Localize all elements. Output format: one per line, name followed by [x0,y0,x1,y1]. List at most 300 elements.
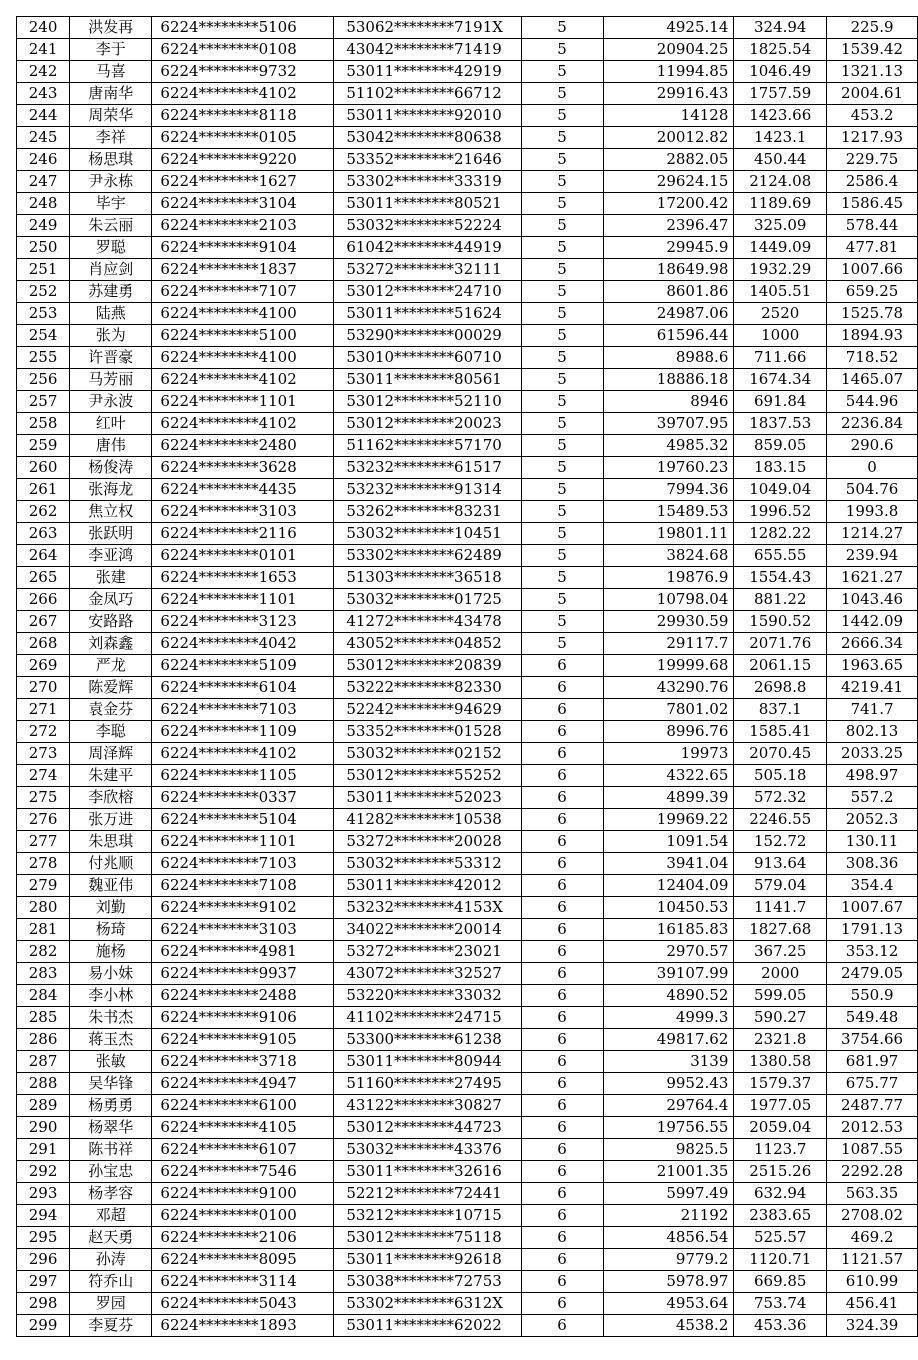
cell-bank-card: 6224********7107 [152,281,334,303]
cell-name: 李欣榕 [70,787,152,809]
cell-row-number: 269 [17,655,70,677]
table-row [17,985,918,1007]
cell-amount: 7994.36 [603,479,734,501]
cell-id-number: 53272********23021 [334,941,521,963]
cell-tax: 659.25 [827,281,918,303]
cell-tax: 2004.61 [827,83,918,105]
cell-group: 6 [521,1161,603,1183]
table-row [17,1315,918,1337]
cell-name: 尹永波 [70,391,152,413]
cell-name: 罗园 [70,1293,152,1315]
cell-id-number: 53262********83231 [334,501,521,523]
cell-id-number: 43042********71419 [334,39,521,61]
cell-row-number: 282 [17,941,70,963]
cell-name: 马喜 [70,61,152,83]
cell-subsidy: 2061.15 [734,655,827,677]
cell-name: 刘森鑫 [70,633,152,655]
cell-row-number: 263 [17,523,70,545]
table-row [17,765,918,787]
cell-amount: 17200.42 [603,193,734,215]
table-row [17,347,918,369]
cell-name: 朱建平 [70,765,152,787]
cell-bank-card: 6224********4102 [152,369,334,391]
cell-tax: 2479.05 [827,963,918,985]
cell-subsidy: 1189.69 [734,193,827,215]
cell-id-number: 53011********32616 [334,1161,521,1183]
cell-name: 张万进 [70,809,152,831]
cell-row-number: 279 [17,875,70,897]
cell-subsidy: 1825.54 [734,39,827,61]
cell-id-number: 43122********30827 [334,1095,521,1117]
cell-id-number: 53011********92010 [334,105,521,127]
table-row [17,435,918,457]
cell-id-number: 53012********52110 [334,391,521,413]
table-row [17,677,918,699]
cell-subsidy: 1996.52 [734,501,827,523]
cell-amount: 2882.05 [603,149,734,171]
cell-tax: 3754.66 [827,1029,918,1051]
cell-row-number: 257 [17,391,70,413]
cell-id-number: 53232********91314 [334,479,521,501]
cell-subsidy: 632.94 [734,1183,827,1205]
cell-name: 陈书祥 [70,1139,152,1161]
table-row [17,589,918,611]
cell-group: 6 [521,1183,603,1205]
cell-tax: 2586.4 [827,171,918,193]
cell-subsidy: 1674.34 [734,369,827,391]
cell-subsidy: 2000 [734,963,827,985]
cell-tax: 2666.34 [827,633,918,655]
cell-row-number: 278 [17,853,70,875]
table-row [17,1161,918,1183]
cell-amount: 3139 [603,1051,734,1073]
table-row [17,1073,918,1095]
cell-id-number: 53012********75118 [334,1227,521,1249]
cell-subsidy: 1423.1 [734,127,827,149]
cell-subsidy: 1977.05 [734,1095,827,1117]
cell-subsidy: 711.66 [734,347,827,369]
cell-group: 6 [521,1271,603,1293]
cell-tax: 550.9 [827,985,918,1007]
cell-name: 杨勇勇 [70,1095,152,1117]
cell-id-number: 51303********36518 [334,567,521,589]
cell-amount: 5997.49 [603,1183,734,1205]
cell-bank-card: 6224********6100 [152,1095,334,1117]
cell-subsidy: 579.04 [734,875,827,897]
cell-group: 6 [521,831,603,853]
cell-name: 洪发再 [70,17,152,39]
cell-subsidy: 1380.58 [734,1051,827,1073]
cell-id-number: 53290********00029 [334,325,521,347]
cell-subsidy: 590.27 [734,1007,827,1029]
cell-subsidy: 2124.08 [734,171,827,193]
cell-bank-card: 6224********9106 [152,1007,334,1029]
cell-name: 孙宝忠 [70,1161,152,1183]
cell-amount: 39707.95 [603,413,734,435]
cell-name: 张为 [70,325,152,347]
cell-tax: 225.9 [827,17,918,39]
cell-id-number: 53011********92618 [334,1249,521,1271]
cell-subsidy: 859.05 [734,435,827,457]
cell-bank-card: 6224********9220 [152,149,334,171]
cell-tax: 578.44 [827,215,918,237]
cell-tax: 456.41 [827,1293,918,1315]
cell-row-number: 284 [17,985,70,1007]
cell-name: 红叶 [70,413,152,435]
cell-bank-card: 6224********0108 [152,39,334,61]
cell-name: 朱书杰 [70,1007,152,1029]
cell-row-number: 299 [17,1315,70,1337]
cell-row-number: 281 [17,919,70,941]
cell-amount: 3824.68 [603,545,734,567]
cell-group: 6 [521,853,603,875]
cell-row-number: 244 [17,105,70,127]
cell-name: 袁金芬 [70,699,152,721]
cell-name: 杨翠华 [70,1117,152,1139]
cell-id-number: 53300********61238 [334,1029,521,1051]
cell-bank-card: 6224********6104 [152,677,334,699]
cell-row-number: 253 [17,303,70,325]
cell-subsidy: 599.05 [734,985,827,1007]
cell-row-number: 243 [17,83,70,105]
table-row [17,479,918,501]
table-row [17,633,918,655]
cell-id-number: 53012********55252 [334,765,521,787]
cell-id-number: 53010********60710 [334,347,521,369]
table-row [17,721,918,743]
cell-amount: 2396.47 [603,215,734,237]
cell-amount: 4890.52 [603,985,734,1007]
cell-group: 5 [521,61,603,83]
cell-group: 6 [521,1205,603,1227]
cell-amount: 8601.86 [603,281,734,303]
cell-row-number: 297 [17,1271,70,1293]
table-row [17,655,918,677]
cell-subsidy: 1049.04 [734,479,827,501]
cell-name: 安路路 [70,611,152,633]
table-row [17,237,918,259]
table-row [17,1227,918,1249]
cell-subsidy: 2071.76 [734,633,827,655]
cell-amount: 19969.22 [603,809,734,831]
cell-group: 5 [521,171,603,193]
table-row [17,413,918,435]
cell-tax: 2292.28 [827,1161,918,1183]
cell-group: 6 [521,743,603,765]
cell-subsidy: 325.09 [734,215,827,237]
cell-bank-card: 6224********5043 [152,1293,334,1315]
cell-row-number: 295 [17,1227,70,1249]
table-row [17,281,918,303]
cell-subsidy: 1423.66 [734,105,827,127]
cell-bank-card: 6224********5106 [152,17,334,39]
cell-name: 马芳丽 [70,369,152,391]
cell-amount: 9779.2 [603,1249,734,1271]
cell-tax: 1217.93 [827,127,918,149]
cell-row-number: 294 [17,1205,70,1227]
cell-group: 5 [521,479,603,501]
table-row [17,809,918,831]
cell-group: 5 [521,523,603,545]
cell-subsidy: 152.72 [734,831,827,853]
cell-id-number: 53032********02152 [334,743,521,765]
cell-amount: 12404.09 [603,875,734,897]
cell-subsidy: 691.84 [734,391,827,413]
cell-bank-card: 6224********1105 [152,765,334,787]
cell-id-number: 53232********4153X [334,897,521,919]
cell-name: 许晋豪 [70,347,152,369]
cell-name: 金凤巧 [70,589,152,611]
cell-id-number: 53302********33319 [334,171,521,193]
cell-group: 5 [521,17,603,39]
cell-bank-card: 6224********1653 [152,567,334,589]
cell-bank-card: 6224********3103 [152,501,334,523]
cell-row-number: 298 [17,1293,70,1315]
cell-row-number: 250 [17,237,70,259]
cell-group: 6 [521,897,603,919]
cell-tax: 130.11 [827,831,918,853]
cell-id-number: 53352********01528 [334,721,521,743]
cell-name: 刘勤 [70,897,152,919]
cell-name: 朱思琪 [70,831,152,853]
cell-id-number: 43052********04852 [334,633,521,655]
table-row [17,17,918,39]
cell-name: 陈爱辉 [70,677,152,699]
cell-amount: 29930.59 [603,611,734,633]
cell-group: 6 [521,787,603,809]
cell-row-number: 267 [17,611,70,633]
cell-tax: 610.99 [827,1271,918,1293]
cell-subsidy: 1046.49 [734,61,827,83]
cell-bank-card: 6224********5100 [152,325,334,347]
table-row [17,1029,918,1051]
cell-id-number: 53302********6312X [334,1293,521,1315]
cell-subsidy: 2383.65 [734,1205,827,1227]
cell-amount: 11994.85 [603,61,734,83]
cell-subsidy: 1123.7 [734,1139,827,1161]
cell-id-number: 53012********20839 [334,655,521,677]
cell-subsidy: 1585.41 [734,721,827,743]
cell-tax: 1539.42 [827,39,918,61]
table-row [17,391,918,413]
cell-tax: 469.2 [827,1227,918,1249]
cell-bank-card: 6224********1101 [152,589,334,611]
cell-group: 6 [521,699,603,721]
cell-row-number: 259 [17,435,70,457]
cell-amount: 19756.55 [603,1117,734,1139]
cell-id-number: 52212********72441 [334,1183,521,1205]
cell-group: 5 [521,105,603,127]
cell-group: 5 [521,501,603,523]
cell-subsidy: 1000 [734,325,827,347]
table-row [17,1183,918,1205]
cell-row-number: 275 [17,787,70,809]
cell-group: 6 [521,1117,603,1139]
cell-bank-card: 6224********0337 [152,787,334,809]
cell-subsidy: 753.74 [734,1293,827,1315]
cell-tax: 2012.53 [827,1117,918,1139]
cell-name: 唐伟 [70,435,152,457]
cell-amount: 5978.97 [603,1271,734,1293]
cell-group: 5 [521,413,603,435]
cell-tax: 354.4 [827,875,918,897]
cell-amount: 49817.62 [603,1029,734,1051]
cell-group: 5 [521,545,603,567]
cell-group: 6 [521,1095,603,1117]
cell-amount: 21001.35 [603,1161,734,1183]
table-row [17,743,918,765]
cell-group: 5 [521,391,603,413]
cell-row-number: 262 [17,501,70,523]
cell-bank-card: 6224********3104 [152,193,334,215]
table-row [17,105,918,127]
cell-id-number: 41272********43478 [334,611,521,633]
cell-amount: 19801.11 [603,523,734,545]
cell-group: 5 [521,259,603,281]
cell-row-number: 286 [17,1029,70,1051]
cell-amount: 19760.23 [603,457,734,479]
cell-subsidy: 913.64 [734,853,827,875]
cell-name: 杨琦 [70,919,152,941]
cell-tax: 2236.84 [827,413,918,435]
cell-group: 5 [521,633,603,655]
cell-name: 李祥 [70,127,152,149]
cell-subsidy: 1932.29 [734,259,827,281]
cell-id-number: 53012********24710 [334,281,521,303]
cell-tax: 802.13 [827,721,918,743]
cell-amount: 4538.2 [603,1315,734,1337]
cell-subsidy: 655.55 [734,545,827,567]
cell-subsidy: 1141.7 [734,897,827,919]
cell-id-number: 53038********72753 [334,1271,521,1293]
cell-name: 周泽辉 [70,743,152,765]
cell-name: 杨思琪 [70,149,152,171]
cell-bank-card: 6224********3123 [152,611,334,633]
table-row [17,501,918,523]
cell-id-number: 53032********53312 [334,853,521,875]
cell-group: 5 [521,369,603,391]
cell-name: 邓超 [70,1205,152,1227]
table-row [17,1205,918,1227]
cell-id-number: 43072********32527 [334,963,521,985]
cell-group: 6 [521,941,603,963]
cell-bank-card: 6224********1627 [152,171,334,193]
table-row [17,127,918,149]
cell-tax: 229.75 [827,149,918,171]
cell-group: 6 [521,1139,603,1161]
cell-group: 5 [521,281,603,303]
cell-tax: 0 [827,457,918,479]
cell-id-number: 52242********94629 [334,699,521,721]
cell-bank-card: 6224********4105 [152,1117,334,1139]
cell-subsidy: 2059.04 [734,1117,827,1139]
cell-name: 罗聪 [70,237,152,259]
cell-bank-card: 6224********4100 [152,303,334,325]
cell-bank-card: 6224********7103 [152,853,334,875]
cell-tax: 324.39 [827,1315,918,1337]
cell-subsidy: 453.36 [734,1315,827,1337]
cell-row-number: 266 [17,589,70,611]
cell-amount: 4856.54 [603,1227,734,1249]
table-row [17,259,918,281]
cell-row-number: 247 [17,171,70,193]
cell-group: 5 [521,39,603,61]
cell-row-number: 255 [17,347,70,369]
cell-id-number: 53011********51624 [334,303,521,325]
cell-amount: 10798.04 [603,589,734,611]
cell-group: 6 [521,1227,603,1249]
cell-tax: 1791.13 [827,919,918,941]
cell-tax: 453.2 [827,105,918,127]
cell-name: 蒋玉杰 [70,1029,152,1051]
cell-amount: 16185.83 [603,919,734,941]
cell-row-number: 273 [17,743,70,765]
cell-id-number: 53220********33032 [334,985,521,1007]
cell-bank-card: 6224********9100 [152,1183,334,1205]
cell-bank-card: 6224********0105 [152,127,334,149]
cell-bank-card: 6224********1109 [152,721,334,743]
cell-row-number: 283 [17,963,70,985]
cell-group: 6 [521,1249,603,1271]
cell-tax: 1621.27 [827,567,918,589]
cell-bank-card: 6224********7108 [152,875,334,897]
cell-bank-card: 6224********9104 [152,237,334,259]
cell-amount: 61596.44 [603,325,734,347]
cell-group: 5 [521,435,603,457]
table-row [17,61,918,83]
cell-name: 毕宇 [70,193,152,215]
cell-id-number: 53352********21646 [334,149,521,171]
cell-bank-card: 6224********9102 [152,897,334,919]
cell-subsidy: 2070.45 [734,743,827,765]
cell-id-number: 53032********01725 [334,589,521,611]
cell-bank-card: 6224********4981 [152,941,334,963]
cell-amount: 4985.32 [603,435,734,457]
cell-id-number: 53032********43376 [334,1139,521,1161]
cell-bank-card: 6224********4042 [152,633,334,655]
cell-tax: 741.7 [827,699,918,721]
table-row [17,545,918,567]
cell-group: 6 [521,875,603,897]
table-row [17,171,918,193]
cell-tax: 1121.57 [827,1249,918,1271]
cell-amount: 8988.6 [603,347,734,369]
cell-row-number: 274 [17,765,70,787]
cell-row-number: 256 [17,369,70,391]
cell-bank-card: 6224********3628 [152,457,334,479]
cell-subsidy: 1827.68 [734,919,827,941]
table-row [17,149,918,171]
cell-group: 6 [521,1051,603,1073]
table-row [17,1293,918,1315]
table-row [17,875,918,897]
cell-name: 易小妹 [70,963,152,985]
cell-tax: 1993.8 [827,501,918,523]
cell-id-number: 53272********20028 [334,831,521,853]
cell-amount: 8946 [603,391,734,413]
cell-bank-card: 6224********8095 [152,1249,334,1271]
cell-row-number: 249 [17,215,70,237]
cell-row-number: 271 [17,699,70,721]
cell-name: 李亚鸿 [70,545,152,567]
cell-id-number: 53062********7191X [334,17,521,39]
cell-tax: 2052.3 [827,809,918,831]
cell-row-number: 293 [17,1183,70,1205]
cell-tax: 1586.45 [827,193,918,215]
cell-subsidy: 1282.22 [734,523,827,545]
cell-group: 6 [521,1029,603,1051]
cell-amount: 4925.14 [603,17,734,39]
